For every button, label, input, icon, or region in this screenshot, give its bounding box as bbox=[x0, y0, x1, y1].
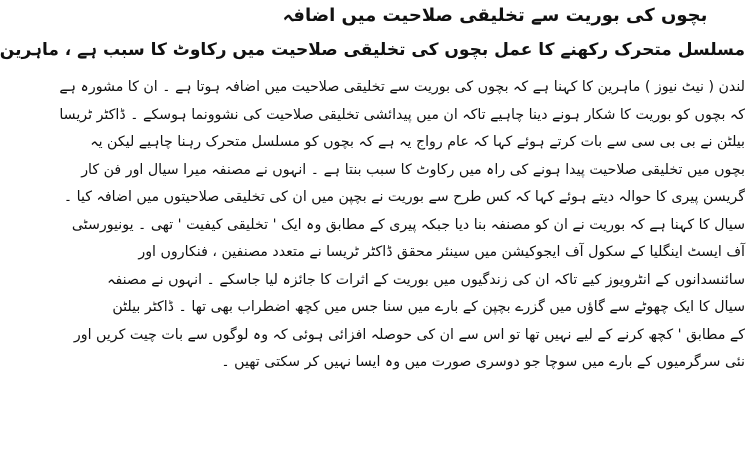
news-clipping bbox=[0, 4, 745, 467]
body-line: سیال کا ایک چھوٹے سے گاؤں میں گزرے بچپن کے بارے میں سنا جس میں کچھ اضطراب بھی تھا ۔ ڈاکٹر بیلٹن bbox=[112, 299, 745, 315]
body-line: نئی سرگرمیوں کے بارے میں سوچا جو دوسری صورت میں وہ ایسا نہیں کر سکتی تھیں ۔ bbox=[221, 354, 745, 370]
article-body bbox=[59, 74, 745, 377]
body-line: کہ بچوں کو بوریت کا شکار ہونے دینا چاہیے تاکہ ان میں پیدائشی تخلیقی صلاحیت کی نشوونما ہوسکے ۔ ڈاکٹر ٹریسا bbox=[59, 106, 745, 123]
body-line: آف ایسٹ اینگلیا کے سکول آف ایجوکیشن میں سینئر محقق ڈاکٹر ٹریسا نے متعدد مصنفین ، فنکاروں اور bbox=[138, 244, 745, 260]
body-line: سیال کا کہنا ہے کہ بوریت نے ان کو مصنفہ بنا دیا جبکہ پیری کے مطابق وہ ایک ' تخلیقی کیفیت ' تھی ۔ یونیورسٹی bbox=[71, 216, 745, 233]
headline: بچوں کی بوریت سے تخلیقی صلاحیت میں اضافہ bbox=[282, 5, 708, 26]
body-line: لندن ( نیٹ نیوز ) ماہرین کا کہنا ہے کہ بچوں کی بوریت سے تخلیقی صلاحیت میں اضافہ ہوتا ہے ۔ ان کا مشورہ ہے bbox=[59, 79, 745, 95]
subheadline: مسلسل متحرک رکھنے کا عمل بچوں کی تخلیقی صلاحیت میں رکاوٹ کا سبب ہے ، ماہرین bbox=[0, 40, 745, 60]
body-line: بیلٹن نے بی بی سی سے بات کرتے ہوئے کہا کہ عام رواج یہ ہے کہ بچوں کو مسلسل متحرک رہنا چاہیے لیکن یہ bbox=[90, 134, 745, 150]
body-line: گریسن پیری کا حوالہ دیتے ہوئے کہا کہ کس طرح سے بوریت نے بچپن میں ان کی تخلیقی صلاحیتوں میں اضافہ کیا ۔ bbox=[63, 189, 745, 205]
body-line: سائنسدانوں کے انٹرویوز کیے تاکہ ان کی زندگیوں میں بوریت کے اثرات کا جائزہ لیا جاسکے ۔ انہوں نے مصنفہ bbox=[107, 271, 745, 288]
body-line: بچوں میں تخلیقی صلاحیت پیدا ہونے کی راہ میں رکاوٹ کا سبب بنتا ہے ۔ انہوں نے مصنفہ میرا سیال اور فن کار bbox=[81, 161, 745, 178]
body-line: کے مطابق ' کچھ کرنے کے لیے نہیں تھا تو اس سے ان کی حوصلہ افزائی ہوئی کہ وہ لوگوں سے بات چیت کریں اور bbox=[73, 326, 745, 343]
